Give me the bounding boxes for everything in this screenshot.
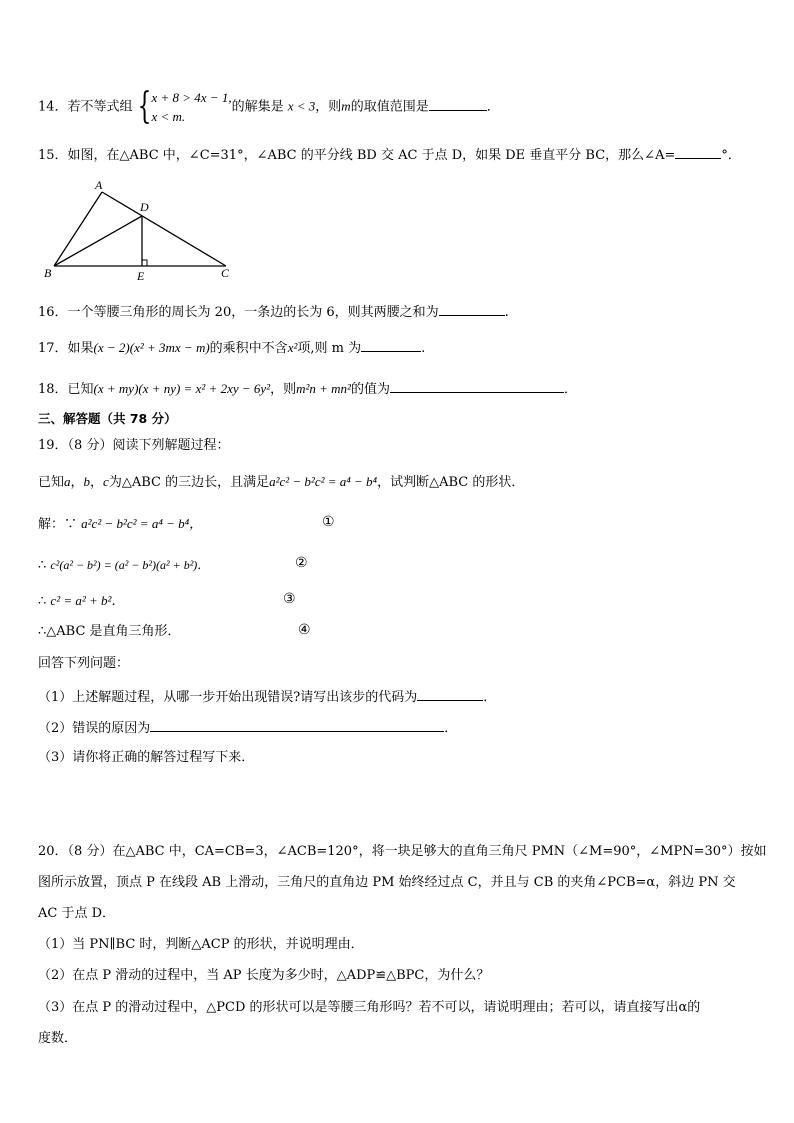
q19-part-2 (38, 717, 457, 739)
q17-expression: (x − 2)(x² + 3mx − m) (93, 340, 210, 355)
label-b: B (44, 266, 52, 280)
var-b: b (83, 474, 91, 489)
step1-prefix: 解：∵ (38, 517, 78, 532)
q18-expression: (x + my)(x + ny) = x² + 2xy − 6y² (93, 381, 271, 396)
q14-variable: m (341, 98, 351, 114)
q19-given: 已知a，b，c为△ABC 的三边长，且满足a²c² − b²c² = a⁴ − b⁴，试判断△ABC 的形状． (38, 474, 525, 490)
q19-part2-blank[interactable] (150, 717, 444, 732)
q20-part-2: （2）在点 P 滑动的过程中，当 AP 长度为多少时，△ADP≌△BPC，为什么？ (38, 968, 490, 983)
q20-line-2: 图所示放置，顶点 P 在线段 AB 上滑动，三角尺的直角边 PM 始终经过点 C，并且与 CB 的夹角∠PCB=α，斜边 PN 交 (38, 875, 736, 890)
q19-part1-text: （1）上述解题过程，从哪一步开始出现错误?请写出该步的代码为 (38, 690, 418, 705)
step4-text: ∴△ABC 是直角三角形． (38, 624, 181, 639)
right-angle-mark (142, 260, 147, 266)
q19-given-a: 已知 (38, 475, 65, 490)
q14-text-d: 的取值范围是 (350, 99, 429, 115)
q19-answer-prompt: 回答下列问题： (38, 656, 130, 671)
q20-part-1: （1）当 PN∥BC 时，判断△ACP 的形状，并说明理由． (38, 937, 364, 952)
label-d: D (140, 200, 149, 214)
step-marker-3: ③ (283, 591, 296, 607)
var-c: c (103, 474, 109, 489)
q14-condition: x < 3 (287, 98, 316, 114)
q14-text-b: 的解集是 (231, 99, 284, 115)
q19-part-1 (38, 686, 496, 708)
q19-part2-end: ． (444, 721, 458, 736)
q14-text-a: 若不等式组 (67, 99, 133, 115)
q20-part-3b: 度数． (38, 1031, 78, 1046)
step1-expression: a²c² − b²c² = a⁴ − b⁴， (81, 516, 203, 531)
q20-part-3a: （3）在点 P 的滑动过程中，△PCD 的形状可以是等腰三角形吗？若不可以，请说明理由；若可以，请直接写出α的 (38, 1000, 701, 1015)
q18-end: ． (563, 382, 577, 397)
q17-text-b: 的乘积中不含 (209, 341, 288, 356)
inequality-2: x < m. (151, 109, 186, 124)
system-brace: { (137, 86, 151, 127)
step2-prefix: ∴ (38, 558, 47, 573)
q19-part1-end: ． (483, 690, 497, 705)
q16-end: . (504, 305, 509, 320)
q18-text-a: 18．已知 (38, 382, 94, 397)
section-3-title: 三、解答题（共 78 分） (38, 411, 177, 426)
question-15 (38, 144, 741, 166)
step-marker-1: ① (322, 514, 335, 530)
q19-head: 19．（8 分）阅读下列解题过程： (38, 438, 230, 453)
segment-bd (54, 216, 142, 266)
question-16 (38, 301, 509, 323)
q17-end: . (421, 341, 426, 356)
q19-step-4 (38, 622, 181, 642)
q15-end: °． (721, 148, 741, 163)
step2-expression: c²(a² − b²) = (a² − b²)(a² + b²)． (50, 558, 210, 572)
q20-line-3: AC 于点 D． (38, 906, 116, 921)
label-a: A (95, 178, 103, 192)
q18-text-c: 的值为 (350, 382, 390, 397)
q19-part1-blank[interactable] (417, 686, 483, 701)
question-17 (38, 337, 425, 359)
q14-answer-blank[interactable] (429, 96, 487, 111)
q14-number: 14． (38, 99, 68, 115)
q19-given-b: 为△ABC 的三边长，且满足 (108, 475, 270, 490)
q19-given-c: ，试判断△ABC 的形状． (377, 475, 525, 490)
label-c: C (221, 266, 230, 280)
var-a: a (64, 474, 71, 489)
q19-part-3: （3）请你将正确的解答过程写下来． (38, 750, 255, 765)
q15-answer-blank[interactable] (675, 144, 721, 159)
q19-step-1 (38, 514, 202, 535)
step3-expression: c² = a² + b²． (50, 593, 125, 608)
q17-text-c: 项,则 m 为 (297, 341, 362, 356)
section-heading (38, 409, 177, 430)
q17-answer-blank[interactable] (361, 337, 421, 352)
q19-step-3 (38, 591, 124, 612)
q17-text-a: 17．如果 (38, 341, 94, 356)
question-14 (38, 88, 500, 126)
question-18 (38, 378, 577, 400)
q19-given-expression: a²c² − b²c² = a⁴ − b⁴ (269, 474, 378, 489)
step-marker-2: ② (295, 555, 308, 571)
q14-text-c: ，则 (315, 99, 342, 115)
q20-line-1: 20．（8 分）在△ABC 中，CA=CB=3，∠ACB=120°，将一块足够大的直角三角尺 PMN（∠M=90°，∠MPN=30°）按如 (38, 844, 767, 859)
q17-x-squared: x² (287, 340, 298, 355)
q18-expression-2: m²n + mn² (296, 381, 351, 396)
q14-end: ． (486, 99, 500, 115)
q16-answer-blank[interactable] (439, 301, 505, 316)
q16-text: 16．一个等腰三角形的周长为 20，一条边的长为 6，则其两腰之和为 (38, 305, 439, 320)
q19-step-2 (38, 555, 209, 576)
segment-ba (54, 192, 102, 266)
segment-ac (102, 192, 226, 266)
step-marker-4: ④ (298, 622, 311, 638)
step3-prefix: ∴ (38, 594, 47, 609)
q18-text-b: ，则 (270, 382, 297, 397)
q19-part2-text: （2）错误的原因为 (38, 721, 151, 736)
q15-text: 15．如图，在△ABC 中，∠C=31°，∠ABC 的平分线 BD 交 AC 于点 D，如果 DE 垂直平分 BC，那么∠A= (38, 148, 676, 163)
inequality-system (151, 88, 231, 126)
triangle-figure (40, 176, 240, 284)
inequality-1: x + 8 > 4x − 1, (151, 90, 232, 105)
q18-answer-blank[interactable] (390, 378, 564, 393)
label-e: E (137, 269, 145, 283)
